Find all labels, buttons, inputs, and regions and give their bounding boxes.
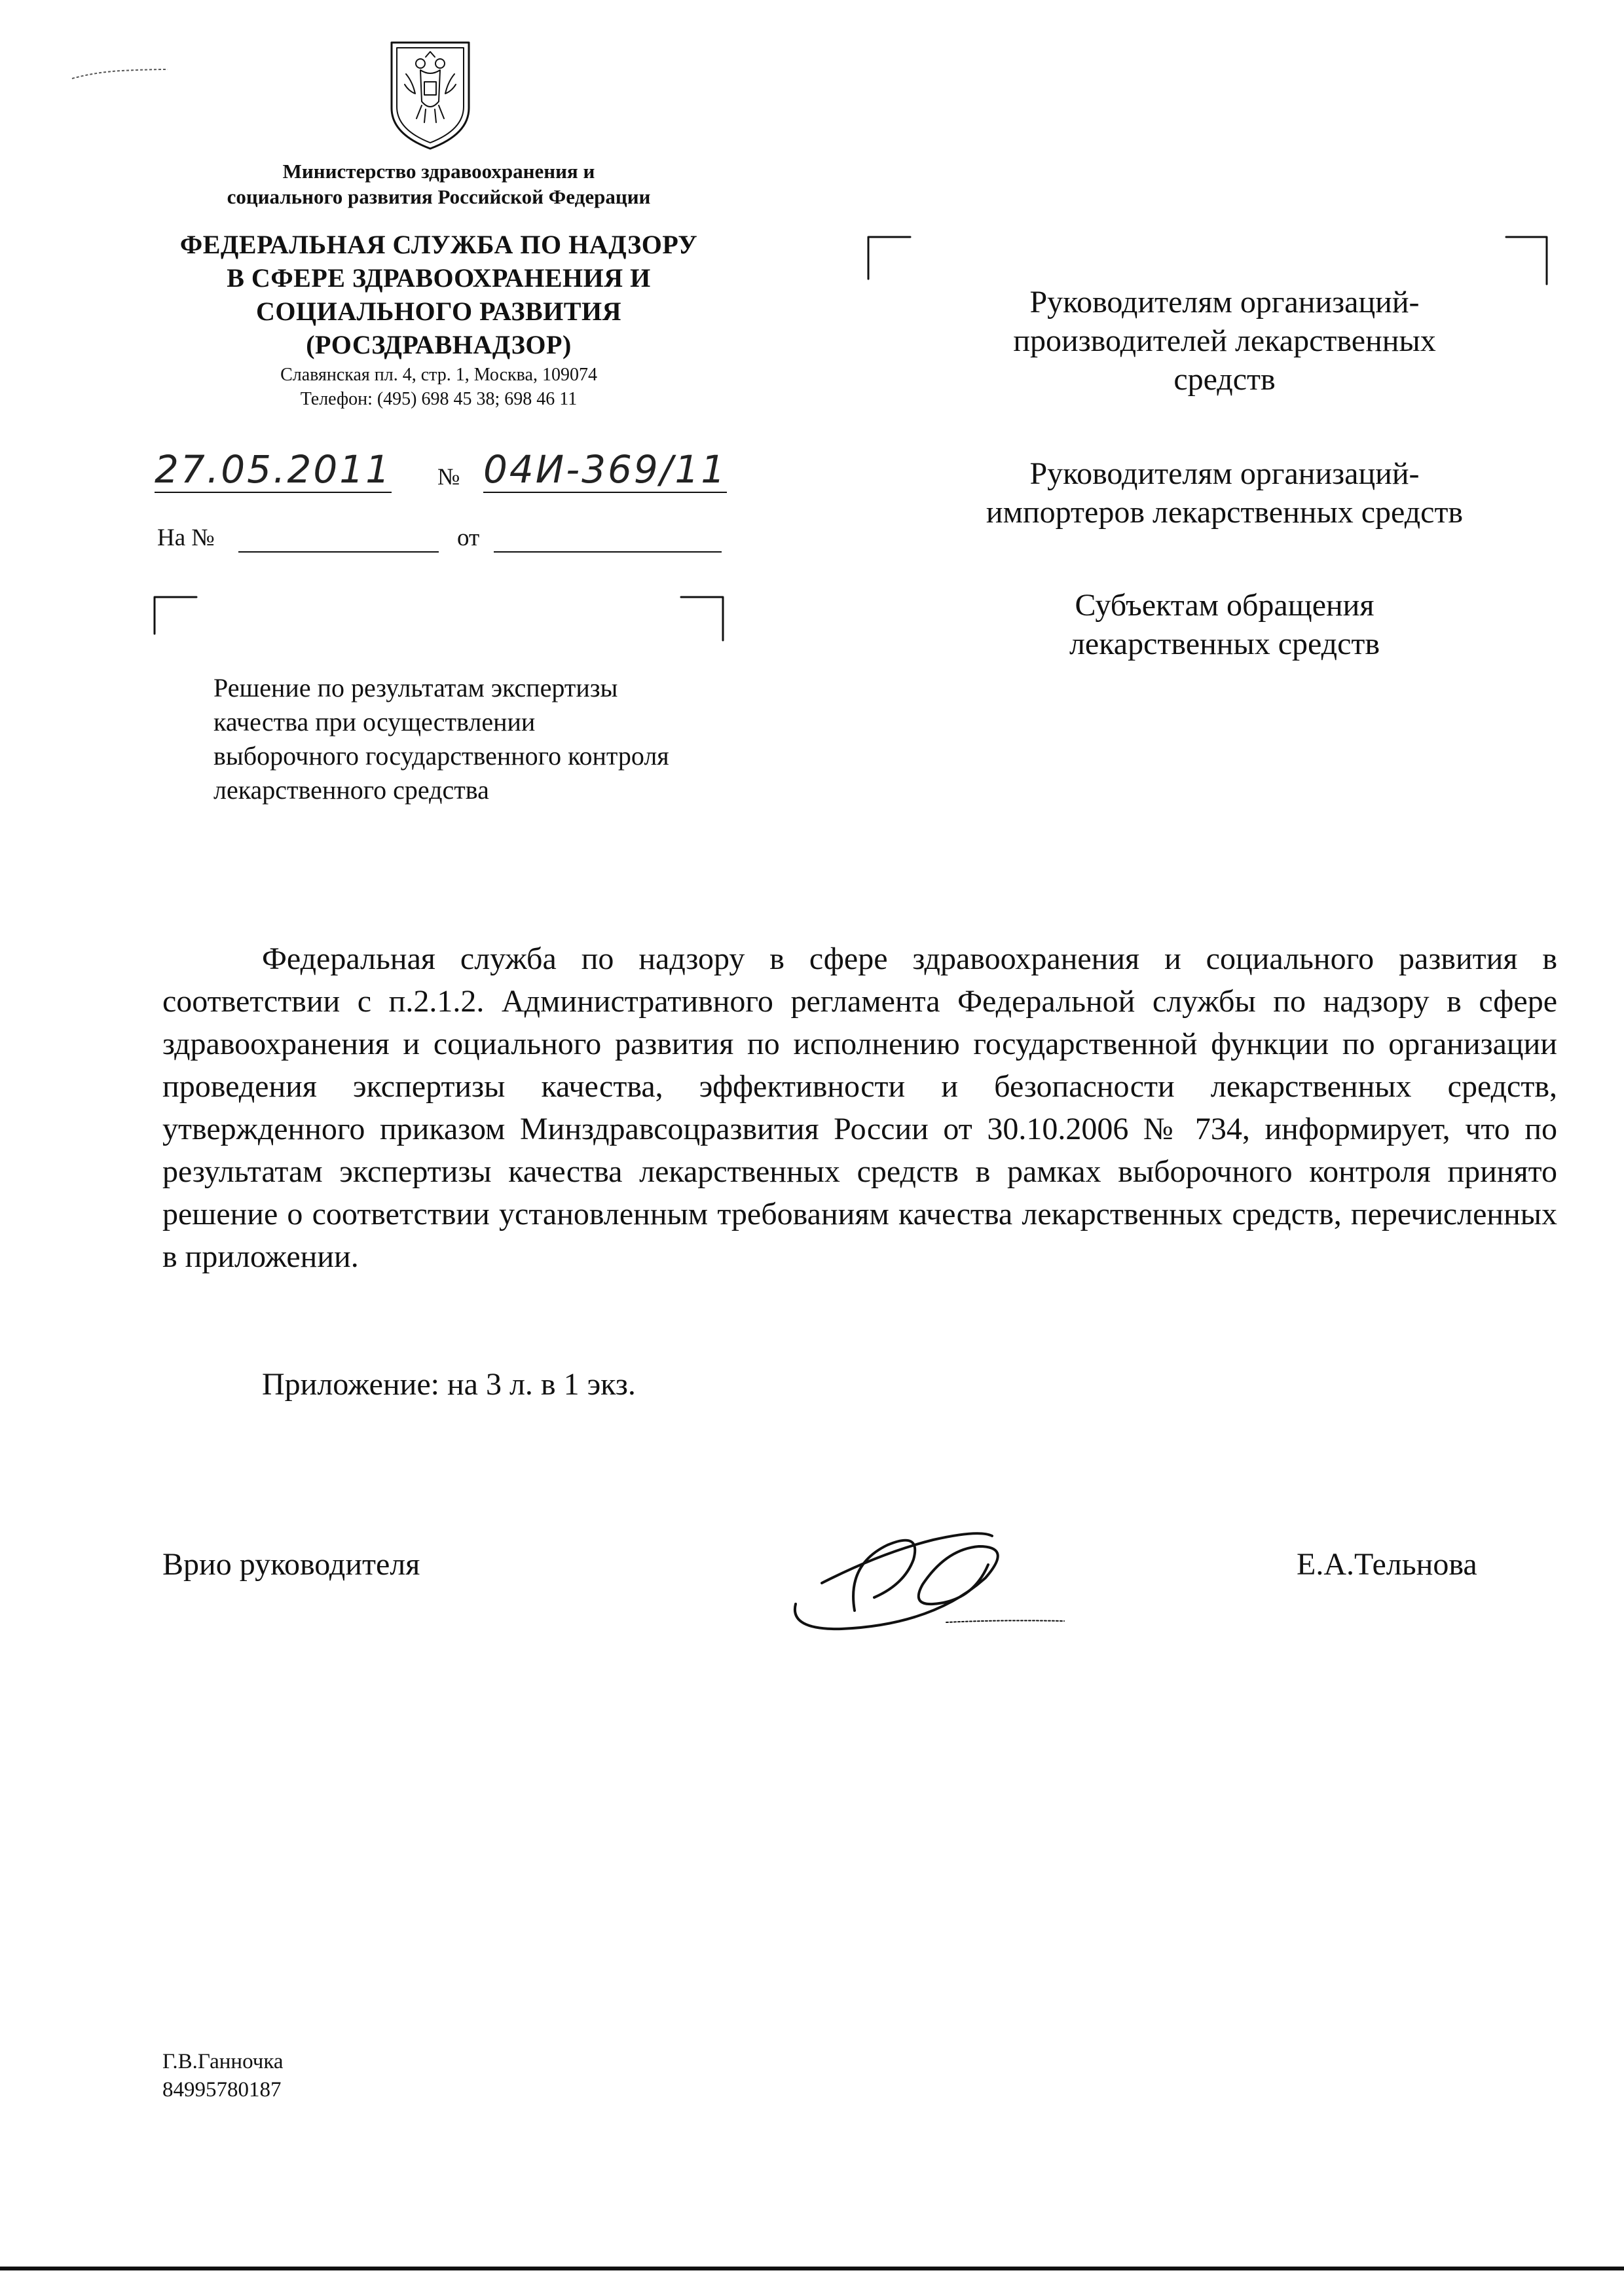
executor-phone: 84995780187 xyxy=(162,2078,282,2102)
reference-date-label: от xyxy=(457,524,480,551)
reference-number-label: На № xyxy=(157,524,215,551)
agency-address: Славянская пл. 4, стр. 1, Москва, 109074 xyxy=(280,365,597,385)
addressee-3-line-1: Субъектам обращения xyxy=(1075,588,1375,623)
handwritten-signature xyxy=(783,1506,1071,1643)
scan-edge-line xyxy=(0,2267,1624,2270)
addressee-manufacturers xyxy=(910,283,1539,399)
addressee-1-line-1: Руководителям организаций- xyxy=(1029,285,1420,319)
addressee-subjects xyxy=(910,586,1539,663)
registration-number: 04И-369/11 xyxy=(483,447,728,492)
agency-line-2: В СФЕРЕ ЗДРАВООХРАНЕНИЯ И xyxy=(227,263,651,293)
executor-name: Г.В.Ганночка xyxy=(162,2050,284,2073)
ministry-line-1: Министерство здравоохранения и xyxy=(282,160,595,183)
addressee-3-line-2: лекарственных средств xyxy=(1069,627,1380,661)
addressee-2-line-1: Руководителям организаций- xyxy=(1029,456,1420,491)
letter-body-paragraph: Федеральная служба по надзору в сфере здравоохранения и социального развития в соответствии с п.2.1.2. Административного регламента Федеральной службы по надзору в сфере здравоохранения и социального развития по исполнению государственной функции по организации проведения экспертизы качества, эффективности и безопасности лекарственных средств, утвержденного приказом Минздравсоцразвития России от 30.10.2006 № 734, информирует, что по результатам экспертизы качества лекарственных средств в рамках выборочного контроля принято решение о соответствии установленным требованиям качества лекарственных средств, перечисленных в приложении. xyxy=(162,941,1557,1274)
number-sign: № xyxy=(437,464,460,490)
agency-line-4: (РОСЗДРАВНАДЗОР) xyxy=(306,330,572,359)
addressee-1-line-2: производителей лекарственных xyxy=(1013,323,1436,358)
agency-line-1: ФЕДЕРАЛЬНАЯ СЛУЖБА ПО НАДЗОРУ xyxy=(179,230,698,259)
subject-line-3: выборочного государственного контроля xyxy=(213,741,669,771)
agency-phone: Телефон: (495) 698 45 38; 698 46 11 xyxy=(300,389,578,409)
subject-line-1: Решение по результатам экспертизы xyxy=(213,673,618,702)
subject-line-4: лекарственного средства xyxy=(213,775,489,805)
attachment-note: Приложение: на 3 л. в 1 экз. xyxy=(262,1367,636,1402)
addressee-2-line-2: импортеров лекарственных средств xyxy=(986,495,1464,530)
signer-name: Е.А.Тельнова xyxy=(1297,1547,1477,1582)
signer-title: Врио руководителя xyxy=(162,1547,420,1582)
ministry-line-2: социального развития Российской Федерации xyxy=(227,185,651,208)
agency-line-3: СОЦИАЛЬНОГО РАЗВИТИЯ xyxy=(256,297,621,326)
registration-date: 27.05.2011 xyxy=(155,447,392,492)
addressee-importers xyxy=(910,454,1539,532)
letter-subject xyxy=(213,671,829,807)
subject-line-2: качества при осуществлении xyxy=(213,707,536,737)
addressee-1-line-3: средств xyxy=(1173,362,1276,397)
